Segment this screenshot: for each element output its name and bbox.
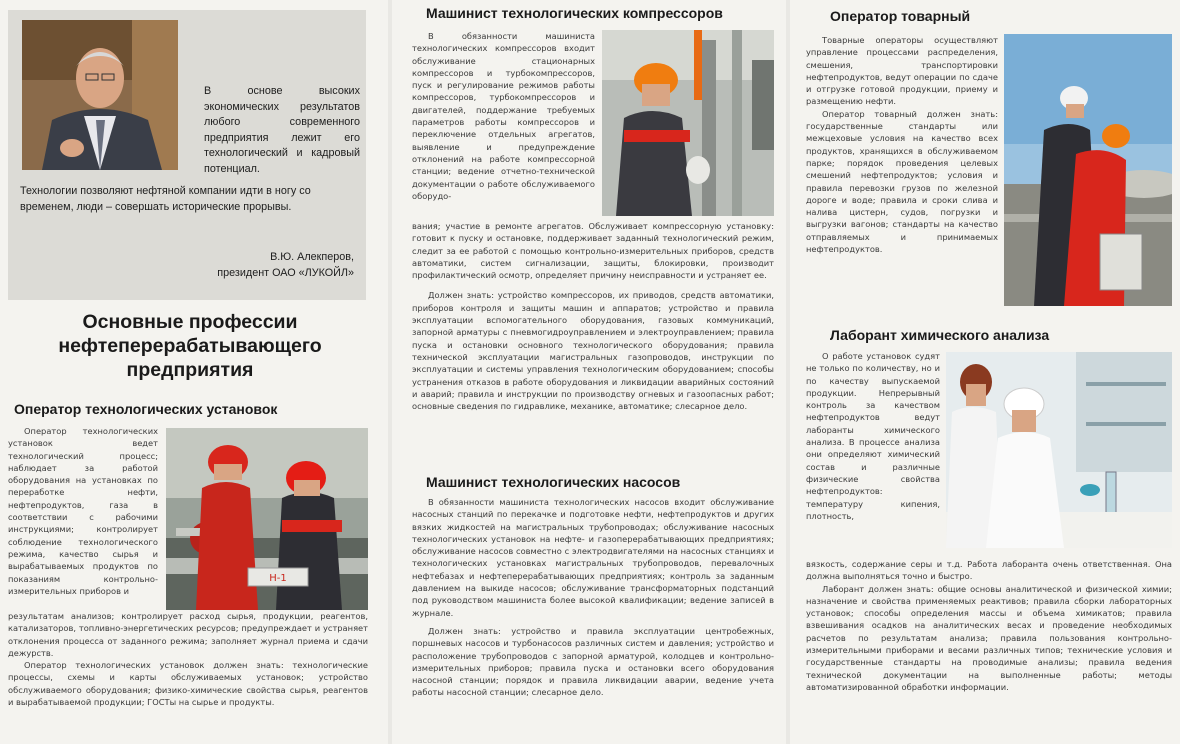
compressor-text-narrow bbox=[412, 30, 595, 202]
section-title-lab: Лаборант химического анализа bbox=[830, 327, 1050, 343]
main-title-line-2: нефтеперерабатывающего bbox=[58, 335, 322, 357]
compressor-text-wide bbox=[412, 220, 774, 412]
commodity-paragraph-1: Товарные операторы осуществляют управление процессами распределения, смешения, транспортировки нефтепродуктов, ведут операции по сдаче и отгрузке готовой продукции, приему и размещению нефти. bbox=[806, 35, 998, 107]
section-title-operator-tu: Оператор технологических установок bbox=[14, 401, 278, 417]
quote-text-2: Технологии позволяют нефтяной компании идти в ногу со временем, люди – совершать исторические прорывы. bbox=[20, 185, 311, 213]
section-title-compressor: Машинист технологических компрессоров bbox=[426, 5, 723, 21]
section-title-commodity: Оператор товарный bbox=[830, 8, 971, 24]
commodity-paragraph-2: Оператор товарный должен знать: государственные стандарты или межцеховые условия на качество всех продуктов, хранящихся в обслуживаемом парке; порядок проведения целевых смешений нефтепродуктов; условия и правила перевозки грузов по железной дороге и воде; правила и сроки слива и налива цистерн, судов, погрузки и выгрузки вагонов; стандарты на качество отправляемых и принимаемых нефтепродуктов. bbox=[806, 108, 998, 255]
lab-paragraph-1a: О работе установок судят не только по количеству, но и по качеству выпускаемой продукции. Непрерывный контроль за качеством нефтепродуктов ведут лаборанты химического анализа. В процессе анализа они определяют химический состав и различные физические свойства нефтепродуктов: температуру кипения, плотность, bbox=[806, 351, 940, 521]
operator-tu-text-wide bbox=[8, 610, 368, 708]
page-left bbox=[0, 0, 388, 744]
lab-paragraph-2: Лаборант должен знать: общие основы аналитической и физической химии; назначение и свойства применяемых реактивов; правила сборки лабораторных установок; способы определения массы и объема химикатов; правила взвешивания осадков на аналитических весах и проведение необходимых расчетов по результатам анализа; правила пользования контрольно-измерительными приборами и весами различных типов; технические условия и государственные стандарты на проводимые анализы; правила ведения технической документации на выполненные работы; методы автоматизированной обработки информации. bbox=[806, 583, 1172, 692]
operator-tu-text-narrow bbox=[8, 425, 158, 597]
portrait-photo bbox=[22, 20, 178, 170]
quote-signature bbox=[217, 250, 354, 281]
quote-box bbox=[8, 10, 366, 300]
main-title-line-1: Основные профессии bbox=[82, 311, 298, 333]
compressor-paragraph-1b: вания; участие в ремонте агрегатов. Обслуживает компрессорную установку: готовит к пуску и остановке, поддерживает заданный технологический режим, следит за ее работой с помощью контрольно-измерительных приборов, средств автоматики, систем сигнализации, защиты, блокировки, производит профилактический осмотр, определяет причину неисправности и устраняет ее. bbox=[412, 221, 774, 281]
main-title-line-3: предприятия bbox=[126, 359, 254, 381]
lab-photo bbox=[946, 352, 1172, 548]
page-right bbox=[790, 0, 1180, 744]
lab-text-wide bbox=[806, 558, 1172, 693]
operator-tu-photo bbox=[166, 428, 368, 610]
pipe-label: Н-1 bbox=[269, 573, 287, 584]
compressor-paragraph-2: Должен знать: устройство компрессоров, их приводов, средств автоматики, приборов контроля и защиты машин и аппаратов; устройство и правила эксплуатации вспомогательного оборудования, газовых коммуникаций, запорной арматуры с пневмогидроуправлением и электроуправлением; правила пуска и остановки основного технологического оборудования; правила технической эксплуатации магистральных газопроводов, инструкции по эксплуатации и системы управления технологическим оборудованием; способы устранения отказов в работе оборудования и ликвидации аварийных состояний и аварий; правила и инструкции по производству огневых и газоопасных работ; основные сведения по гидравлике, механике, автоматике; слесарное дело. bbox=[412, 290, 774, 412]
lab-paragraph-1b: вязкость, содержание серы и т.д. Работа лаборанта очень ответственная. Она должна выполняться точно и быстро. bbox=[806, 559, 1172, 582]
pumps-paragraph-1: В обязанности машиниста технологических насосов входит обслуживание насосных станций по перекачке и подготовке нефти, нефтепродуктов и других вязких жидкостей на магистральных трубопроводах; обслуживание насосных технологических установок на нефте- и газоперерабатывающих предприятиях; обслуживание насосов совместно с электродвигателями на насосных станциях и технологических установках магистральных трубопроводов, перевалочных нефтебазах и нефтеперерабатывающих предприятиях; контроль за заданным давлением на выкиде насосов; обслуживание трансформаторных подстанций под руководством машиниста более высокой квалификации; ведение записей в журнале. bbox=[412, 497, 774, 618]
operator-tu-paragraph-1a: Оператор технологических установок ведет технологический процесс; наблюдает за работой оборудования на установках по переработке нефти, нефтепродуктов, газа в соответствии с рабочими инструкциями; контролирует соблюдение технологического режима, качество сырья и вырабатываемых продуктов по показаниям контрольно-измерительных приборов и bbox=[8, 426, 158, 596]
quote-text-1: В основе высоких экономических результатов любого современного предприятия лежит его технологический и кадровый потенциал. bbox=[204, 85, 360, 175]
pumps-text bbox=[412, 496, 774, 699]
quote-author-position: президент ОАО «ЛУКОЙЛ» bbox=[217, 266, 354, 279]
main-title bbox=[20, 310, 360, 382]
quote-author: В.Ю. Алекперов, bbox=[270, 251, 354, 263]
operator-tu-paragraph-1b: результатам анализов; контролирует расход сырья, продукции, реагентов, катализаторов, топливно-энергетических ресурсов; предупреждает и устраняет отклонения процесса от заданного режима; заполняет журнал приема и сдачи дежурств. bbox=[8, 611, 368, 658]
section-title-pumps: Машинист технологических насосов bbox=[426, 474, 681, 490]
compressor-paragraph-1a: В обязанности машиниста технологических компрессоров входит обслуживание стационарных компрессоров и турбокомпрессоров, пуск и регулирование режимов работы компрессоров, турбокомпрессоров и двигателей, поддержание требуемых параметров работы компрессоров и переключение отдельных агрегатов, выявление и предупреждение отклонений на работе компрессорной станции; ведение отчетно-технической документации о работе обслуживаемого оборудо- bbox=[412, 31, 595, 201]
compressor-photo bbox=[602, 30, 774, 216]
operator-tu-paragraph-2: Оператор технологических установок должен знать: технологические процессы, схемы и карты обслуживаемых установок; устройство обслуживаемого оборудования; физико-химические свойства сырья, реагентов и вырабатываемой продукции; ГОСТы на сырье и продукты. bbox=[8, 660, 368, 708]
commodity-text bbox=[806, 34, 998, 255]
pumps-paragraph-2: Должен знать: устройство и правила эксплуатации центробежных, поршневых насосов и турбонасосов различных систем и давления; устройство и расположение трубопроводов с запорной арматурой, колодцев и контрольно-измерительных приборов; правила пуска и остановки всего оборудования насосной станции; порядок и правила ликвидации аварии, ведение учета работы насосной станции; слесарное дело. bbox=[412, 625, 774, 698]
page-middle bbox=[392, 0, 786, 744]
lab-text-narrow bbox=[806, 350, 940, 522]
commodity-photo bbox=[1004, 34, 1172, 306]
